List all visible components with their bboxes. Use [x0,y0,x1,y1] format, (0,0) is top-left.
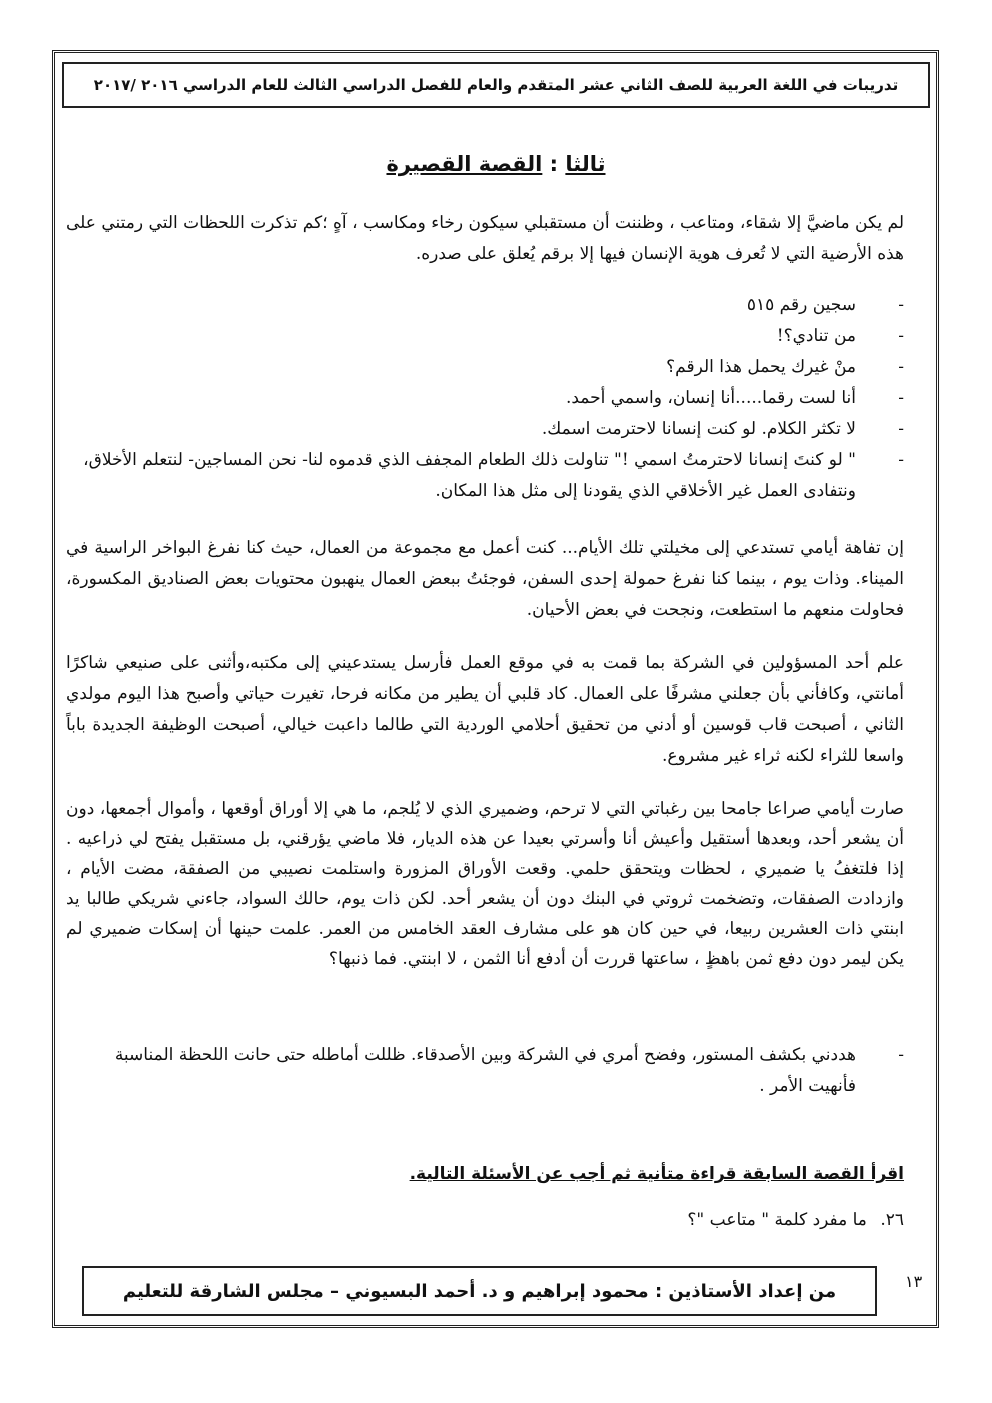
dialogue-line [82,445,904,507]
story-paragraph: صارت أيامي صراعا جامحا بين رغباتي التي لا ترحم، وضميري الذي لا يُلجم، ما هي إلا أوراق أوقعها ، وأموال أجمعها، دون أن يشعر أحد، وبعدها أستقيل وأعيش أنا وأسرتي بعيدا عن هذه الديار، فلا ماضي يؤرقني، بل مستقبل يفتح لي ذراعيه . إذا فلتغفُ يا ضميري ، لحظات ويتحقق حلمي. وقعت الأوراق المزورة واستلمت نصيبي من الصفقة، مضت الأيام ، وازدادت الصفقات، وتضخمت ثروتي في البنك دون أن يشعر أحد. لكن ذات يوم، حالك السواد، جاءني شريكي طالبا يد ابنتي ذات العشرين ربيعا، في حين كان هو على مشارف العقد الخامس من العمر. علمت حينها أن إسكات ضميري لم يكن ليمر دون دفع ثمن باهظٍ ، ساعتها قررت أن أدفع أنا الثمن ، لا ابنتي. فما ذنبها؟ [66,799,904,969]
dialogue-list [82,290,904,507]
page-number: ١٣ [905,1272,923,1291]
section-separator: : [542,152,566,176]
closing-list [82,1040,904,1102]
story-paragraph: إن تفاهة أيامي تستدعي إلى مخيلتي تلك الأيام... كنت أعمل مع مجموعة من العمال، حيث كنا نفرغ البواخر الراسية في الميناء. وذات يوم ، بينما كنا نفرغ حمولة إحدى السفن، فوجئتُ ببعض العمال ينهبون محتويات بعض الصناديق المكسورة، فحاولت منعهم ما استطعت، ونجحت في بعض الأحيان. [66,538,904,620]
story-paragraph: علم أحد المسؤولين في الشركة بما قمت به في موقع العمل فأرسل يستدعيني إلى مكتبه،وأثنى على صنيعي شاكرًا أمانتي، وكافأني بأن جعلني مشرفًا على العمال. كاد قلبي أن يطير من مكانه فرحا، تغيرت حياتي وأصبح هذا اليوم مولدي الثاني ، أصبحت قاب قوسين أو أدني من تحقيق أحلامي الوردية التي طالما داعبت خيالي، أصبحت الوظيفة الجديدة باباً واسعا للثراء لكنه ثراء غير مشروع. [66,653,904,766]
section-title [0,152,992,176]
story-paragraph-2-block [66,648,904,772]
section-prefix: ثالثا [565,152,606,176]
intro-paragraph: لم يكن ماضيَّ إلا شقاء، ومتاعب ، وظننت أن مستقبلي سيكون رخاء ومكاسب ، آهٍ ؛كم تذكرت اللحظات التي رمتني على هذه الأرضية التي لا تُعرف هوية الإنسان فيها إلا برقم يُعلق على صدره. [66,213,904,264]
dialogue-line [82,321,904,352]
closing-line [82,1040,904,1102]
closing-text: هددني بكشف المستور، وفضح أمري في الشركة وبين الأصدقاء. ظللت أماطله حتى حانت اللحظة المناسبة فأنهيت الأمر . [114,1045,856,1096]
page-header [62,62,930,108]
dialogue-text: لا تكثر الكلام. لو كنت إنسانا لاحترمت اسمك. [541,419,856,439]
task-heading: اقرأ القصة السابقة قراءة متأنية ثم أجب عن الأسئلة التالية. [409,1164,904,1184]
dialogue-text: سجين رقم ٥١٥ [746,295,856,315]
dialogue-line [82,414,904,445]
dialogue-line [82,352,904,383]
question-text: ما مفرد كلمة " متاعب "؟ [687,1210,867,1230]
footer-credit: من إعداد الأستاذين : محمود إبراهيم و د. أحمد البسيوني – مجلس الشارقة للتعليم [122,1280,837,1302]
question-26 [66,1210,904,1230]
dialogue-line [82,290,904,321]
story-paragraph-3-block [66,794,904,974]
dialogue-text: أنا لست رقما.....أنا إنسان، واسمي أحمد. [565,388,856,408]
question-number: ٢٦. [880,1210,904,1230]
dash-bullet: - [898,357,904,377]
intro-paragraph-block [66,208,904,270]
dash-bullet: - [898,450,904,470]
dash-bullet: - [898,326,904,346]
dash-bullet: - [898,419,904,439]
dialogue-line [82,383,904,414]
dash-bullet: - [898,295,904,315]
dialogue-text: من تنادي؟! [776,326,856,346]
section-name: القصة القصيرة [386,152,543,176]
dash-bullet: - [898,388,904,408]
dash-bullet: - [898,1045,904,1065]
header-title: تدريبات في اللغة العربية للصف الثاني عشر المتقدم والعام للفصل الدراسي الثالث للعام الدراسي ٢٠١٦ /٢٠١٧ [93,76,899,94]
page-footer [82,1266,877,1316]
dialogue-text: " لو كنتَ إنسانا لاحترمتُ اسمي !" تناولت ذلك الطعام المجفف الذي قدموه لنا- نحن المساجين- لنتعلم الأخلاق، ونتفادى العمل غير الأخلاقي الذي يقودنا إلى مثل هذا المكان. [83,450,856,501]
story-paragraph-1-block [66,533,904,626]
dialogue-text: منْ غيرك يحمل هذا الرقم؟ [666,357,856,377]
